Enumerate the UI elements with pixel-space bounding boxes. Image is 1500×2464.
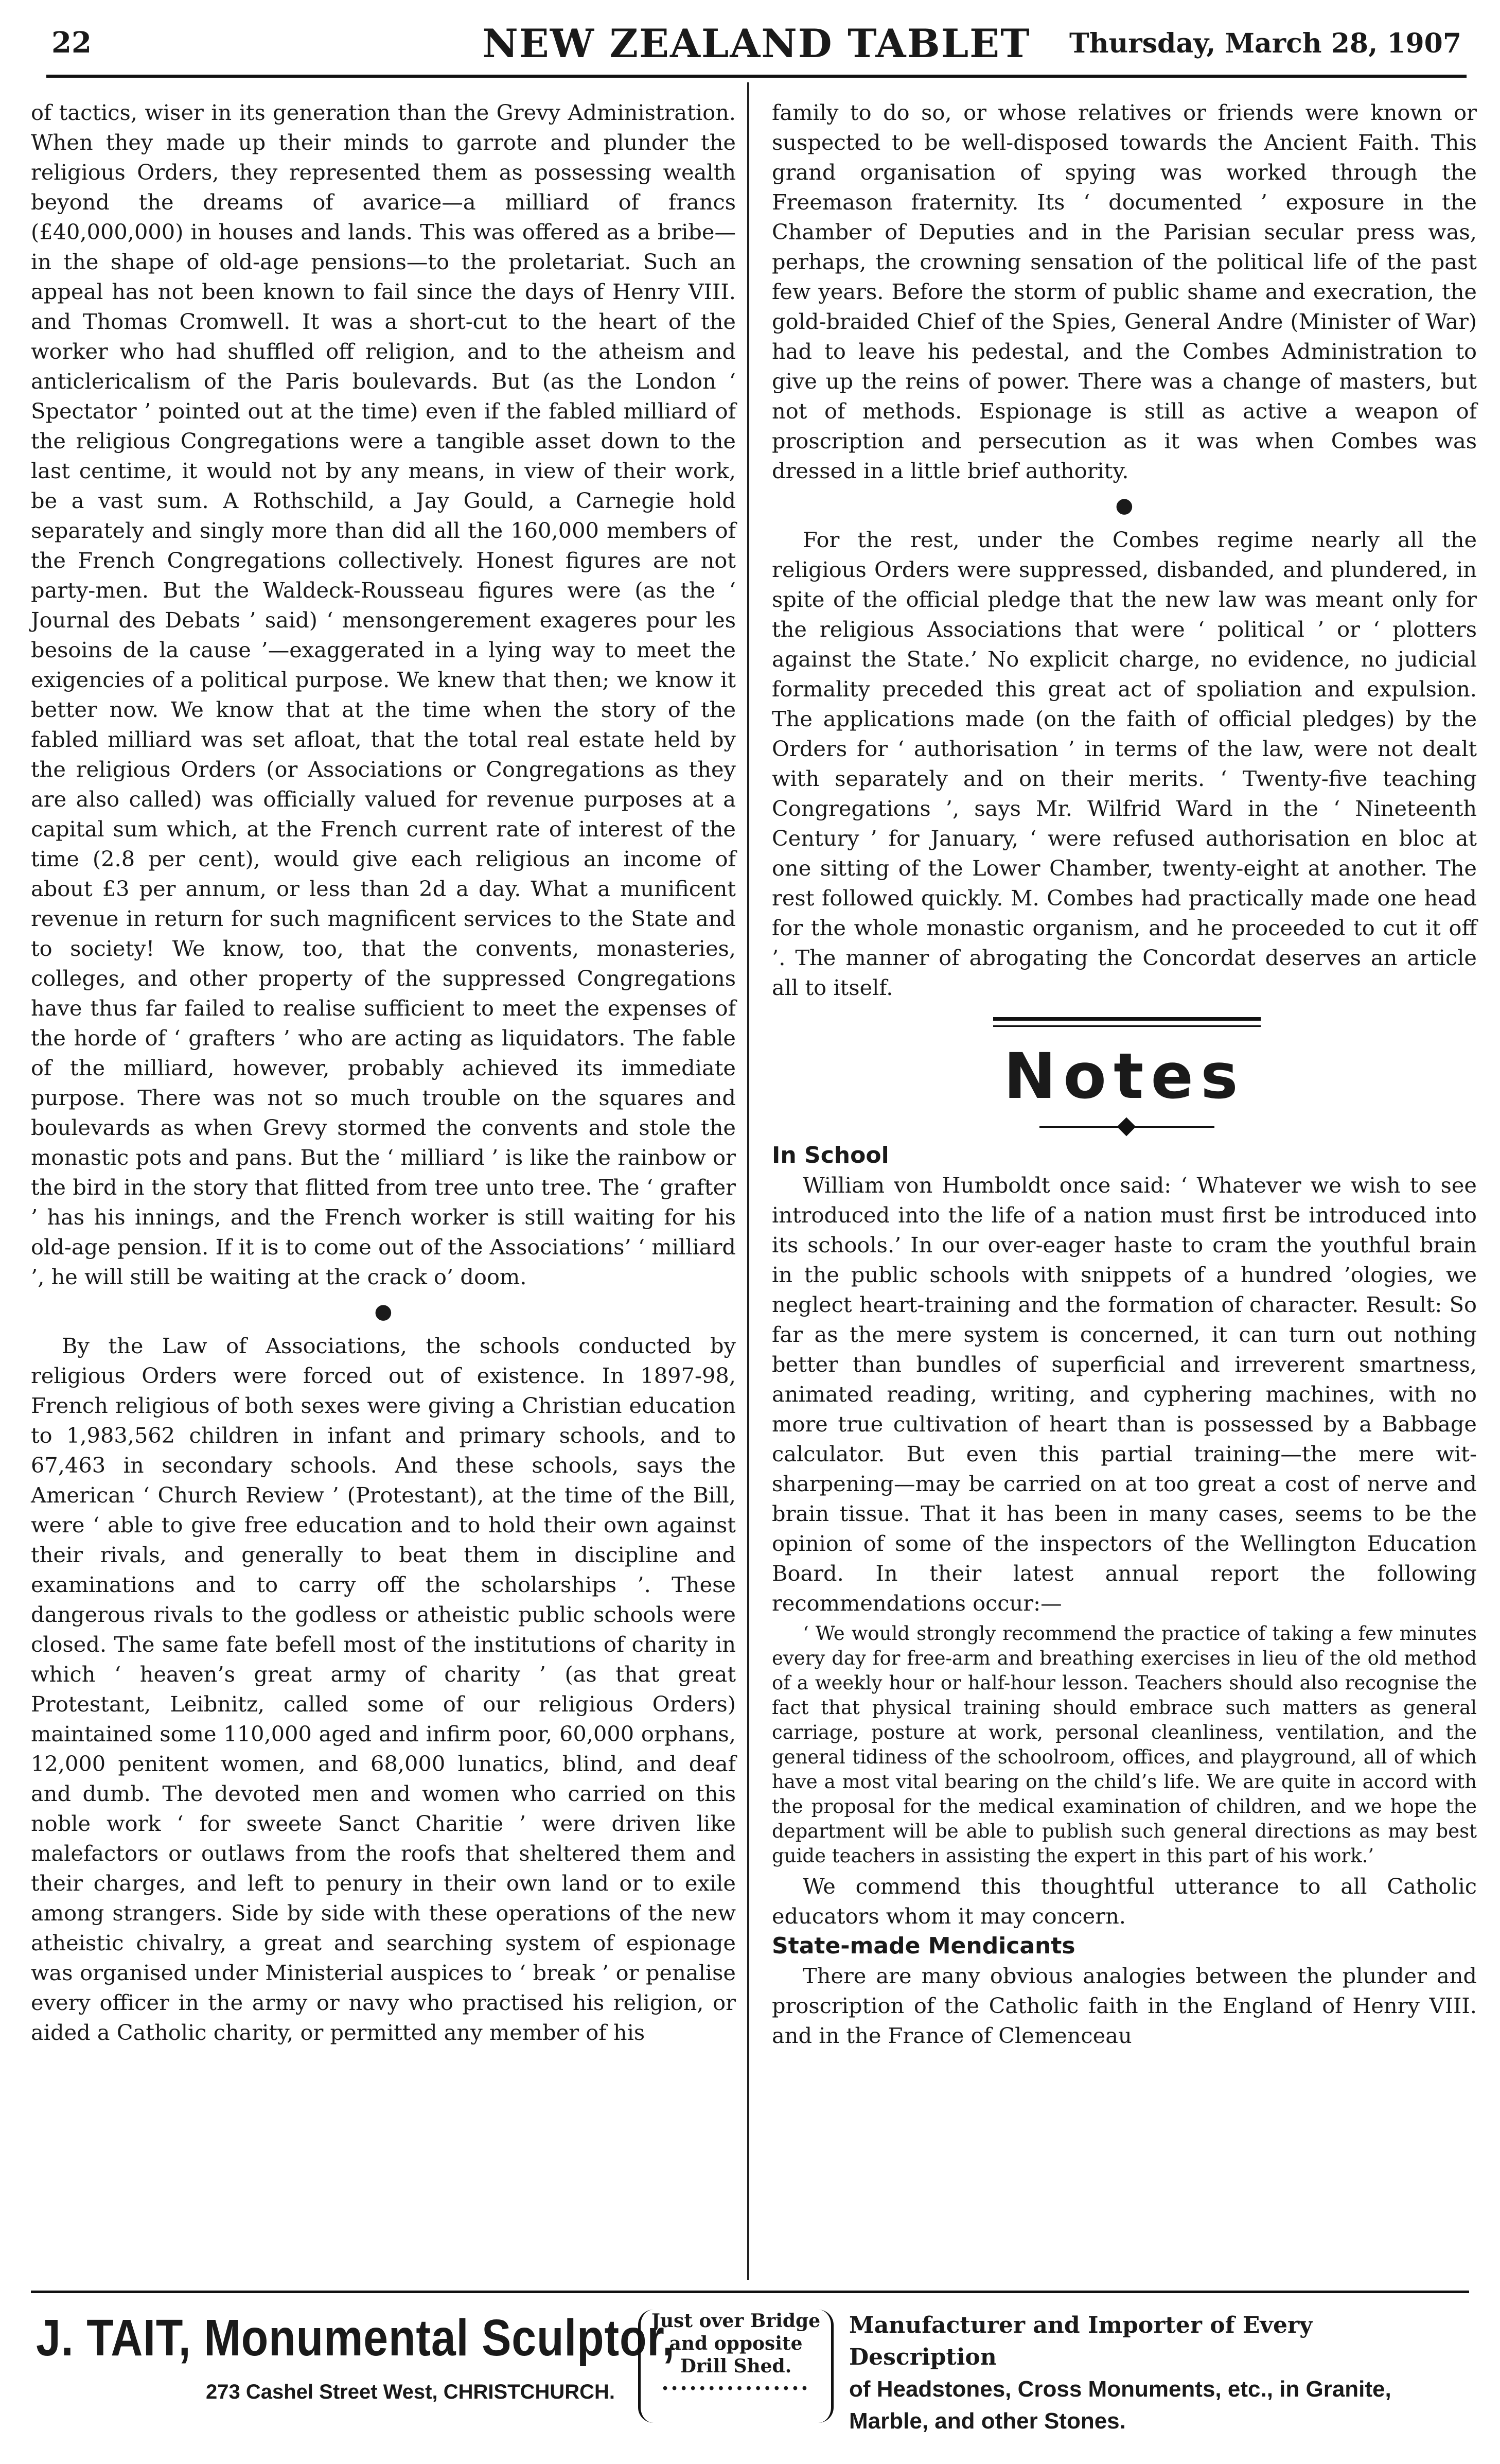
column-divider [747,82,749,2280]
page-header [46,21,1467,67]
location-line: Just over Bridge [651,2310,821,2332]
advertisement [31,2303,1469,2437]
location-line: Drill Shed. [680,2355,792,2377]
block-quote: ‘ We would strongly recommend the practice of taking a few minutes every day for free-arm and breathing exercises in lieu of the old method of a weekly hour or half-hour lesson. Teachers should also recognise the fact that physical training should embrace such matters as general carriage, posture at work, personal cleanliness, ventilation, and the general tidiness of the schoolroom, offices, and playground, all of which have a most vital bearing on the child’s life. We are quite in accord with the proposal for the medical examination of children, and we hope the department will be able to publish such general directions as may best guide teachers in assisting the expert in this part of his work.’ [772,1622,1477,1867]
article-paragraph: family to do so, or whose relatives or friends were known or suspected to be well-disposed towards the Ancient Faith. This grand organisation of spying was worked through the Freemason fraternity. Its ‘ documented ’ exposure in the Chamber of Deputies and in the Parisian secular press was, perhaps, the crowning sensation of the political life of the past few years. Before the storm of public shame and execration, the gold-braided Chief of the Spies, General Andre (Minister of War) had to leave his pedestal, and the Combes Administration to give up the reins of power. There was a change of masters, but not of methods. Espionage is still as active a weapon of proscription and persecution as it was when Combes was dressed in a little brief authority. [772,100,1477,483]
advert-description [849,2310,1467,2437]
dotted-rule: •••••••••••••••• [661,2382,810,2396]
right-column [772,98,1477,2051]
page-number: 22 [51,26,92,60]
article-paragraph: of tactics, wiser in its generation than the Grevy Administration. When they made up their minds to garrote and plunder the religious Orders, they represented them as possessing wealth beyond the dreams of avarice—a milliard of francs (£40,000,000) in houses and lands. This was offered as a bribe—in the shape of old-age pensions—to the proletariat. Such an appeal has not been known to fail since the days of Henry VIII. and Thomas Cromwell. It was a short-cut to the heart of the worker who had shuffled off religion, and to the atheism and anticlericalism of the Paris boulevards. But (as the London ‘ Spectator ’ pointed out at the time) even if the fabled milliard of the religious Congregations were a tangible asset down to the last centime, it would not by any means, in view of their work, be a vast sum. A Rothschild, a Jay Gould, a Carnegie hold separately and singly more than did all the 160,000 members of the French Congregations collectively. Honest figures are not party-men. But the Waldeck-Rousseau figures were (as the ‘ Journal des Debats ’ said) ‘ mensongerement exageres pour les besoins de la cause ’—exaggerated in a lying way to meet the exigencies of a political purpose. We knew that then; we know it better now. We know that at the time when the story of the fabled milliard was set afloat, that the total real estate held by the religious Orders (or Associations or Congregations as they are also called) was officially valued for revenue purposes at a capital sum which, at the French current rate of interest of the time (2.8 per cent), would give each religious an income of about £3 per annum, or less than 2d a day. What a munificent revenue in return for such magnificent services to the State and to society! We know, too, that the convents, monasteries, colleges, and other property of the suppressed Congregations have thus far failed to realise sufficient to meet the expenses of the horde of ‘ grafters ’ who are acting as liquidators. The fable of the milliard, however, probably achieved its immediate purpose. There was not so much trouble on the squares and boulevards as when Grevy stormed the convents and stole the monastic pots and pans. But the ‘ milliard ’ is like the rainbow or the bird in the story that flitted from tree unto tree. The ‘ grafter ’ has his innings, and the French worker is still waiting for his old-age pension. If it is to come out of the Associations’ ‘ milliard ’, he will still be waiting at the crack o’ doom. [31,100,736,1289]
advert-desc-line: of Headstones, Cross Monuments, etc., in Granite, [849,2376,1391,2402]
left-column [31,98,736,2048]
section-subheading: State-made Mendicants [772,1933,1075,1959]
issue-date: Thursday, March 28, 1907 [1069,28,1461,59]
article-paragraph: For the rest, under the Combes regime nearly all the religious Orders were suppressed, disbanded, and plundered, in spite of the official pledge that the new law was meant only for the religious Associations that were ‘ political ’ or ‘ plotters against the State.’ No explicit charge, no evidence, no judicial formality preceded this great act of spoliation and expulsion. The applications made (on the faith of official pledges) by the Orders for ‘ authorisation ’ in terms of the law, were not dealt with separately and on their merits. ‘ Twenty-five teaching Congregations ’, says Mr. Wilfrid Ward in the ‘ Nineteenth Century ’ for January, ‘ were refused authorisation en bloc at one sitting of the Lower Chamber, twenty-eight at another. The rest followed quickly. M. Combes had practically made one head for the whole monastic organism, and he proceeded to cut it off ’. The manner of abrogating the Concordat deserves an article all to itself. [772,527,1477,1000]
location-box [638,2310,834,2423]
footer-rule [31,2291,1469,2293]
advertiser-name: J. TAIT, Monumental Sculptor, [36,2309,675,2367]
advert-desc-line: Manufacturer and Importer of Every Description [849,2312,1313,2370]
masthead-title: NEW ZEALAND TABLET [482,21,1031,66]
article-paragraph: By the Law of Associations, the schools conducted by religious Orders were forced out of existence. In 1897-98, French religious of both sexes were giving a Christian education to 1,983,562 children in infant and primary schools, and to 67,463 in secondary schools. And these schools, says the American ‘ Church Review ’ (Protestant), at the time of the Bill, were ‘ able to give free education and to hold their own against their rivals, and generally to beat them in discipline and examinations and to carry off the scholarships ’. These dangerous rivals to the godless or atheistic public schools were closed. The same fate befell most of the institutions of charity in which ‘ heaven’s great army of charity ’ (as that great Protestant, Leibnitz, called some of our religious Orders) maintained some 110,000 aged and infirm poor, 60,000 orphans, 12,000 penitent women, and 68,000 lunatics, blind, and deaf and dumb. The devoted men and women who carried on this noble work ‘ for sweete Sanct Charitie ’ were driven like malefactors or outlaws from the roofs that sheltered them and their charges, and left to penury in their own land or to exile among strangers. Side by side with these operations of the new atheistic chivalry, a great and searching system of espionage was organised under Ministerial auspices to ‘ break ’ or penalise every officer in the army or navy who practised his religion, or aided a Catholic charity, or permitted any member of his [31,1333,736,2045]
notes-rule [772,1017,1477,1033]
article-paragraph: There are many obvious analogies between the plunder and proscription of the Catholic faith in the England of Henry VIII. and in the France of Clemenceau [772,1963,1477,2048]
section-bullet: ● [374,1300,393,1323]
notes-heading: Notes [1003,1040,1245,1113]
diamond-ornament-icon [772,1115,1477,1141]
section-bullet: ● [1115,494,1134,517]
section-subheading: In School [772,1142,889,1168]
advertiser-address: 273 Cashel Street West, CHRISTCHURCH. [206,2381,615,2403]
location-line: and opposite [669,2333,803,2354]
article-paragraph: We commend this thoughtful utterance to all Catholic educators whom it may concern. [772,1874,1477,1929]
header-rule [46,75,1467,78]
advert-desc-line: Marble, and other Stones. [849,2408,1126,2434]
article-paragraph: William von Humboldt once said: ‘ Whatever we wish to see introduced into the life of a nation must first be introduced into its schools.’ In our over-eager haste to cram the youthful brain in the public schools with snippets of a hundred ’ologies, we neglect heart-training and the formation of character. Result: So far as the mere system is concerned, it can turn out nothing better than bundles of superficial and irreverent smartness, animated reading, writing, and cyphering machines, with no more true cultivation of heart than is possessed by a Babbage calculator. But even this partial training—the mere wit-sharpening—may be carried on at too great a cost of nerve and brain tissue. That it has been in many cases, seems to be the opinion of some of the inspectors of the Wellington Education Board. In their latest annual report the following recommendations occur:— [772,1173,1477,1616]
